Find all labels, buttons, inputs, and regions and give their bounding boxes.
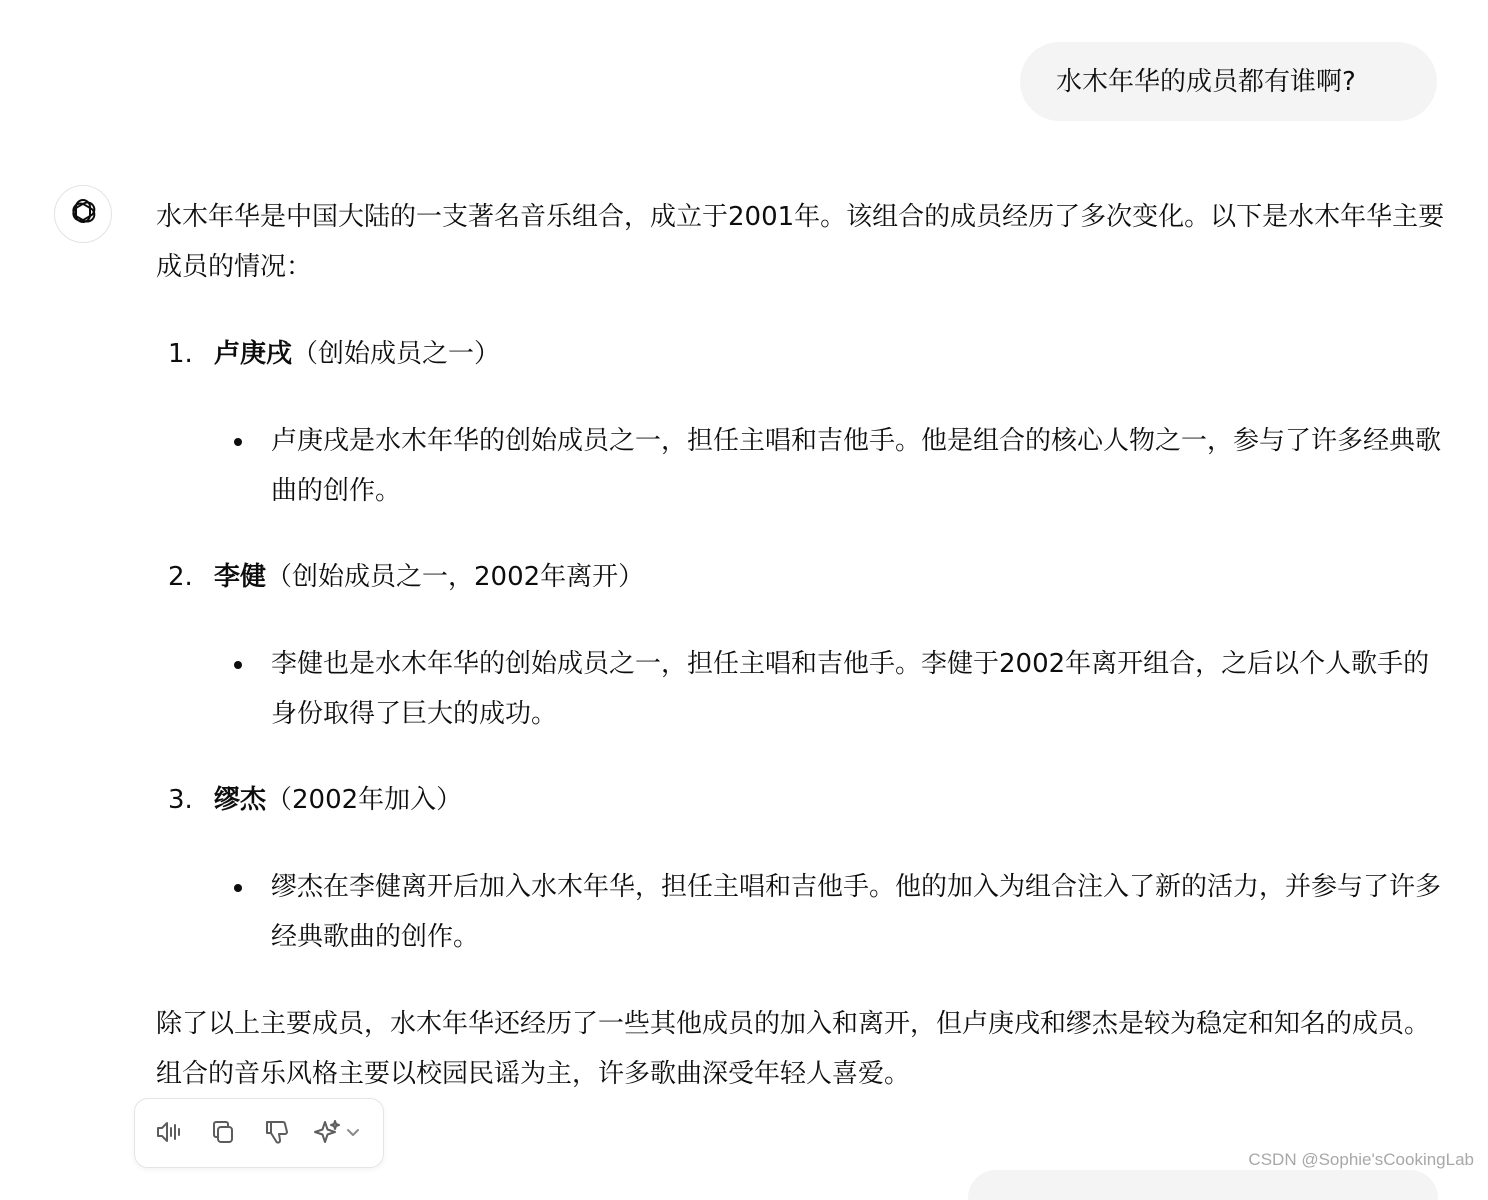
list-item <box>271 416 1443 516</box>
member-note: （创始成员之一，2002年离开） <box>266 562 645 592</box>
message-action-bar <box>134 1098 384 1168</box>
member-name: 李健 <box>214 562 267 592</box>
bullet-dot <box>234 438 242 446</box>
copy-button[interactable] <box>205 1116 241 1152</box>
list-number: 1. <box>168 339 193 369</box>
bullet-dot <box>234 884 242 892</box>
member-detail: 李健也是水木年华的创始成员之一，担任主唱和吉他手。李健于2002年离开组合，之后以个人歌手的身份取得了巨大的成功。 <box>271 649 1430 729</box>
member-detail: 缪杰在李健离开后加入水木年华，担任主唱和吉他手。他的加入为组合注入了新的活力，并参与了许多经典歌曲的创作。 <box>271 872 1442 952</box>
message-composer[interactable] <box>968 1170 1438 1200</box>
list-item-title <box>168 780 462 820</box>
chevron-down-icon <box>343 1122 363 1146</box>
user-message-bubble <box>1020 42 1437 121</box>
list-item-title <box>168 557 644 597</box>
list-item <box>271 862 1443 962</box>
list-item-title <box>168 334 500 374</box>
copy-icon <box>208 1117 238 1151</box>
thumbs-down-icon <box>262 1117 292 1151</box>
bullet-dot <box>234 661 242 669</box>
speaker-icon <box>153 1116 185 1152</box>
member-detail: 卢庚戌是水木年华的创始成员之一，担任主唱和吉他手。他是组合的核心人物之一，参与了许多经典歌曲的创作。 <box>271 426 1442 506</box>
assistant-outro-text: 除了以上主要成员，水木年华还经历了一些其他成员的加入和离开，但卢庚戌和缪杰是较为稳定和知名的成员。组合的音乐风格主要以校园民谣为主，许多歌曲深受年轻人喜爱。 <box>156 1009 1431 1089</box>
assistant-intro-text: 水木年华是中国大陆的一支著名音乐组合，成立于2001年。该组合的成员经历了多次变化。以下是水木年华主要成员的情况： <box>156 202 1445 282</box>
sparkle-icon <box>312 1117 342 1151</box>
model-switch-dropdown[interactable] <box>339 1116 367 1152</box>
member-name: 缪杰 <box>214 785 267 815</box>
list-number: 3. <box>168 785 193 815</box>
member-note: （创始成员之一） <box>292 339 501 369</box>
member-note: （2002年加入） <box>266 785 463 815</box>
list-number: 2. <box>168 562 193 592</box>
read-aloud-button[interactable] <box>151 1116 187 1152</box>
assistant-avatar <box>54 185 112 243</box>
openai-logo-icon <box>66 195 100 233</box>
watermark-text: CSDN @Sophie'sCookingLab <box>1248 1150 1474 1169</box>
user-message-text: 水木年华的成员都有谁啊? <box>1056 66 1356 97</box>
member-name: 卢庚戌 <box>214 339 293 369</box>
bad-response-button[interactable] <box>259 1116 295 1152</box>
list-item <box>271 639 1443 739</box>
